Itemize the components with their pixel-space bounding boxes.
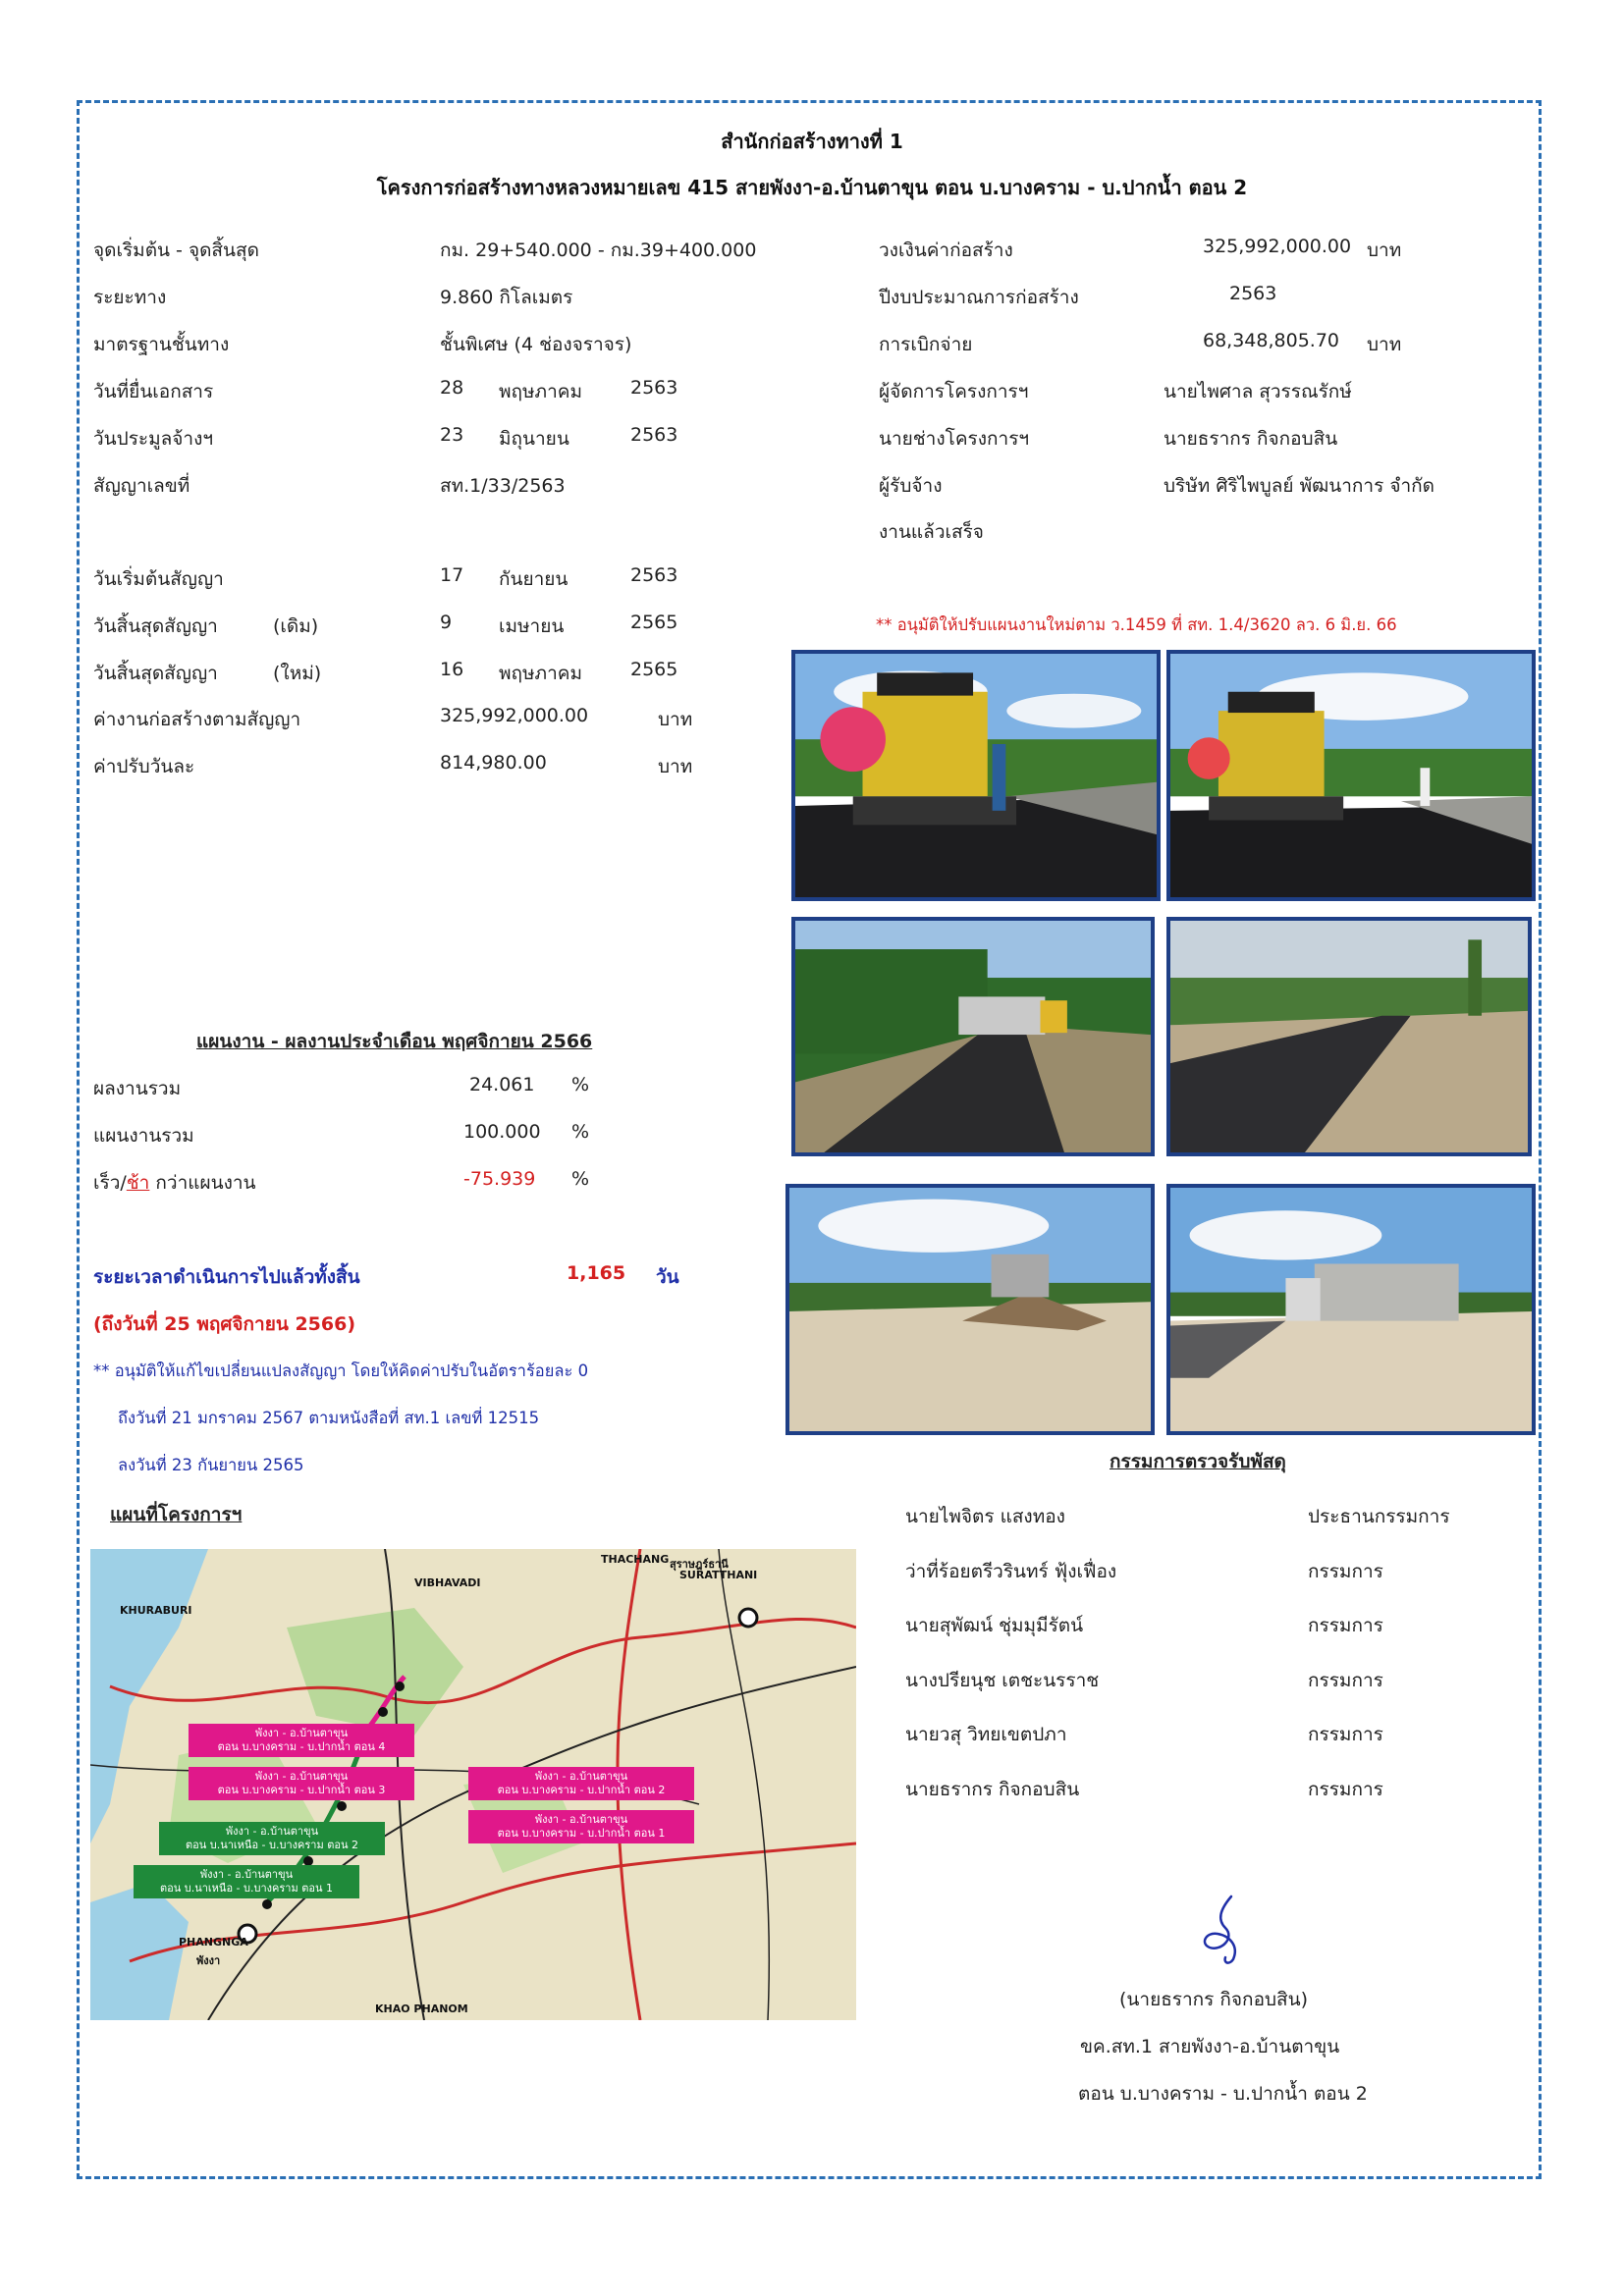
map-label: SURATTHANI (679, 1569, 758, 1581)
progress-label: ผลงานรวม (93, 1078, 182, 1099)
info-label: ผู้รับจ้าง (879, 475, 943, 497)
project-map (90, 1549, 856, 2020)
map-segment-na-nuea-2: พังงา - อ.บ้านตาขุน ตอน บ.นาเหนือ - บ.บางคราม ตอน 2 (159, 1822, 385, 1855)
progress-value: 100.000 (463, 1121, 541, 1143)
date-month: มิถุนายน (499, 428, 569, 450)
info-label: สัญญาเลขที่ (93, 475, 190, 497)
info-label: นายช่างโครงการฯ (879, 428, 1030, 450)
approval-note-line3: ลงวันที่ 23 กันยายน 2565 (118, 1456, 304, 1474)
member-role: กรรมการ (1308, 1615, 1383, 1636)
info-label: ระยะทาง (93, 287, 167, 308)
info-label: วันเริ่มต้นสัญญา (93, 568, 224, 590)
info-value: 325,992,000.00 (1203, 236, 1352, 257)
info-unit: บาท (658, 756, 693, 777)
map-label: พังงา (196, 1954, 221, 1967)
map-label: สุราษฎร์ธานี (670, 1558, 729, 1571)
plan-revision-note: ** อนุมัติให้ปรับแผนงานใหม่ตาม ว.1459 ที่ สท. 1.4/3620 ลว. 6 มิ.ย. 66 (876, 615, 1397, 634)
info-label: วันประมูลจ้างฯ (93, 428, 214, 450)
progress-label (93, 1168, 256, 1198)
progress-label-slow: ช้า (126, 1172, 150, 1194)
info-tag: (เดิม) (273, 615, 319, 637)
info-unit: บาท (658, 709, 693, 730)
project-title: โครงการก่อสร้างทางหลวงหมายเลข 415 สายพังงา-อ.บ้านตาขุน ตอน บ.บางคราม - บ.ปากน้ำ ตอน 2 (376, 176, 1248, 199)
date-year: 2565 (630, 659, 678, 680)
member-role: กรรมการ (1308, 1670, 1383, 1691)
map-label: KHAO PHANOM (375, 2002, 468, 2015)
date-day: 23 (440, 424, 464, 446)
info-unit: บาท (1367, 334, 1402, 355)
approval-note-line1: ** อนุมัติให้แก้ไขเปลี่ยนแปลงสัญญา โดยให้คิดค่าปรับในอัตราร้อยละ 0 (93, 1362, 589, 1380)
progress-value: -75.939 (463, 1168, 536, 1190)
site-photo-dump-truck (785, 1184, 1155, 1435)
info-label: จุดเริ่มต้น - จุดสิ้นสุด (93, 240, 259, 261)
info-label: ผู้จัดการโครงการฯ (879, 381, 1029, 402)
info-value: 325,992,000.00 (440, 705, 589, 726)
info-value: 68,348,805.70 (1203, 330, 1340, 351)
date-year: 2563 (630, 377, 678, 399)
info-value: กม. 29+540.000 - กม.39+400.000 (440, 240, 757, 261)
info-label: ค่าปรับวันละ (93, 756, 195, 777)
info-value: 814,980.00 (440, 752, 547, 774)
date-month: พฤษภาคม (499, 663, 582, 684)
date-month: พฤษภาคม (499, 381, 582, 402)
info-label: วันสิ้นสุดสัญญา (93, 663, 218, 684)
completed-label: งานแล้วเสร็จ (879, 521, 984, 543)
map-label: PHANGNGA (179, 1936, 248, 1949)
date-month: กันยายน (499, 568, 568, 590)
elapsed-asof: (ถึงวันที่ 25 พฤศจิกายน 2566) (93, 1313, 356, 1335)
map-segment-4: พังงา - อ.บ้านตาขุน ตอน บ.บางคราม - บ.ปากน้ำ ตอน 4 (189, 1724, 414, 1757)
member-name: นายธรากร กิจกอบสิน (905, 1779, 1080, 1800)
member-name: ว่าที่ร้อยตรีวรินทร์ ฟุ้งเฟื่อง (905, 1561, 1117, 1582)
info-value: 2563 (1229, 283, 1277, 304)
info-label: วันสิ้นสุดสัญญา (93, 615, 218, 637)
info-label: ค่างานก่อสร้างตามสัญญา (93, 709, 301, 730)
date-day: 9 (440, 612, 453, 633)
progress-unit: % (571, 1168, 590, 1190)
map-title: แผนที่โครงการฯ (110, 1504, 243, 1525)
info-value: สท.1/33/2563 (440, 475, 566, 497)
member-name: นายสุพัฒน์ ชุ่มมุมีรัตน์ (905, 1615, 1084, 1636)
site-photo-tanker (791, 917, 1155, 1156)
info-label: วงเงินค่าก่อสร้าง (879, 240, 1013, 261)
info-value: 9.860 กิโลเมตร (440, 287, 573, 308)
member-role: ประธานกรรมการ (1308, 1506, 1450, 1527)
progress-value: 24.061 (469, 1074, 535, 1095)
handwritten-signature (1196, 1893, 1255, 1971)
map-segment-1: พังงา - อ.บ้านตาขุน ตอน บ.บางคราม - บ.ปากน้ำ ตอน 1 (468, 1810, 694, 1843)
date-month: เมษายน (499, 615, 565, 637)
elapsed-label: ระยะเวลาดำเนินการไปแล้วทั้งสิ้น (93, 1266, 360, 1288)
member-name: นางปรียนุช เตชะนรราช (905, 1670, 1100, 1691)
site-photo-paver-1 (791, 650, 1161, 901)
elapsed-value: 1,165 (567, 1262, 626, 1284)
date-year: 2565 (630, 612, 678, 633)
info-label: ปีงบประมาณการก่อสร้าง (879, 287, 1079, 308)
info-label: วันที่ยื่นเอกสาร (93, 381, 214, 402)
info-value: บริษัท ศิริไพบูลย์ พัฒนาการ จำกัด (1164, 475, 1435, 497)
site-photo-trucks (1166, 1184, 1536, 1435)
member-name: นายวสุ วิทยเขตปภา (905, 1724, 1067, 1745)
member-role: กรรมการ (1308, 1724, 1383, 1745)
progress-title: แผนงาน - ผลงานประจำเดือน พฤศจิกายน 2566 (196, 1031, 593, 1052)
map-segment-2: พังงา - อ.บ้านตาขุน ตอน บ.บางคราม - บ.ปากน้ำ ตอน 2 (468, 1767, 694, 1800)
signature-position-1: ขค.สท.1 สายพังงา-อ.บ้านตาขุน (1080, 2036, 1340, 2057)
map-label: VIBHAVADI (414, 1576, 481, 1589)
site-photo-paver-2 (1166, 650, 1536, 901)
map-label: THACHANG (601, 1553, 670, 1566)
date-year: 2563 (630, 424, 678, 446)
elapsed-unit: วัน (656, 1266, 679, 1288)
map-label: KHURABURI (120, 1604, 192, 1617)
date-year: 2563 (630, 564, 678, 586)
signature-position-2: ตอน บ.บางคราม - บ.ปากน้ำ ตอน 2 (1078, 2083, 1368, 2105)
info-label: การเบิกจ่าย (879, 334, 973, 355)
info-value: ชั้นพิเศษ (4 ช่องจราจร) (440, 334, 632, 355)
map-segment-na-nuea-1: พังงา - อ.บ้านตาขุน ตอน บ.นาเหนือ - บ.บางคราม ตอน 1 (134, 1865, 359, 1898)
info-label: มาตรฐานชั้นทาง (93, 334, 230, 355)
approval-note-line2: ถึงวันที่ 21 มกราคม 2567 ตามหนังสือที่ สท.1 เลขที่ 12515 (118, 1409, 540, 1427)
info-tag: (ใหม่) (273, 663, 322, 684)
date-day: 16 (440, 659, 464, 680)
site-photo-road (1166, 917, 1532, 1156)
info-value: นายไพศาล สุวรรณรักษ์ (1164, 381, 1352, 402)
progress-unit: % (571, 1074, 590, 1095)
member-name: นายไพจิตร แสงทอง (905, 1506, 1065, 1527)
office-title: สำนักก่อสร้างทางที่ 1 (721, 130, 903, 153)
info-value: นายธรากร กิจกอบสิน (1164, 428, 1338, 450)
signature-name: (นายธรากร กิจกอบสิน) (1119, 1989, 1309, 2010)
committee-title: กรรมการตรวจรับพัสดุ (1110, 1451, 1286, 1472)
progress-label-rest: กว่าแผนงาน (149, 1172, 256, 1194)
date-day: 17 (440, 564, 464, 586)
member-role: กรรมการ (1308, 1779, 1383, 1800)
date-day: 28 (440, 377, 464, 399)
map-segment-3: พังงา - อ.บ้านตาขุน ตอน บ.บางคราม - บ.ปากน้ำ ตอน 3 (189, 1767, 414, 1800)
member-role: กรรมการ (1308, 1561, 1383, 1582)
progress-label-fast: เร็ว/ (93, 1172, 127, 1194)
progress-label: แผนงานรวม (93, 1125, 194, 1147)
info-unit: บาท (1367, 240, 1402, 261)
progress-unit: % (571, 1121, 590, 1143)
